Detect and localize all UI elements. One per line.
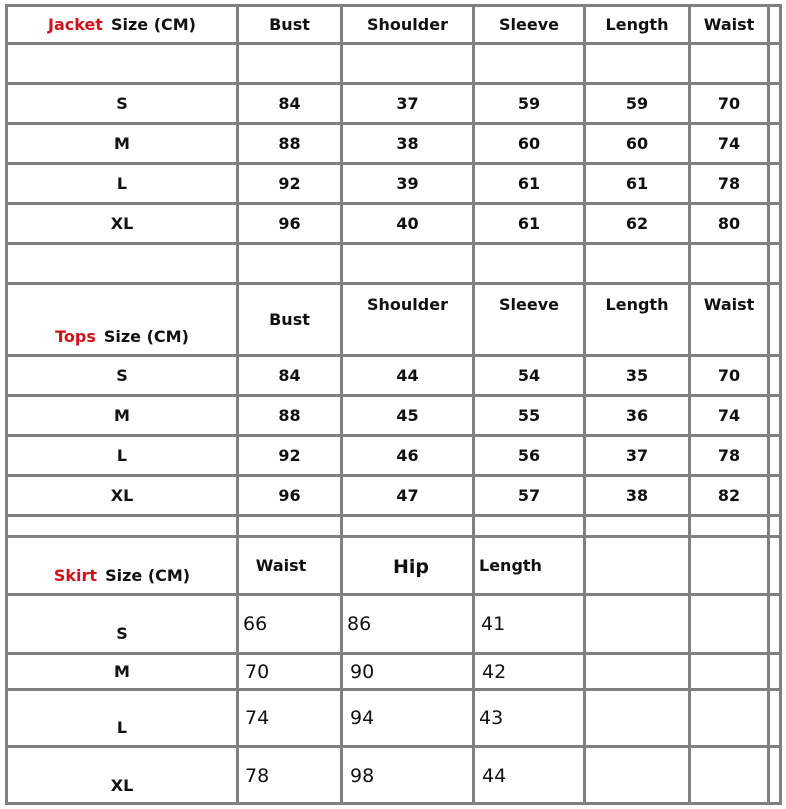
tops-cell: 88 <box>278 406 301 425</box>
tops-cell: 70 <box>717 366 741 385</box>
tops-cell: 82 <box>717 486 741 505</box>
tops-title-unit: Size (CM) <box>103 326 189 346</box>
tops-header-sleeve: Sleeve <box>499 294 559 314</box>
jacket-cell: 80 <box>717 214 741 233</box>
grid-line <box>5 745 782 748</box>
skirt-title <box>8 558 236 592</box>
grid-line <box>779 4 782 805</box>
jacket-cell: 39 <box>396 174 419 193</box>
skirt-cell: 74 <box>245 707 270 729</box>
jacket-cell: 60 <box>517 134 541 153</box>
tops-size-label: L <box>116 446 128 465</box>
jacket-cell: 61 <box>625 174 649 193</box>
grid-line <box>767 4 770 805</box>
jacket-cell: 92 <box>278 174 301 193</box>
tops-cell: 56 <box>517 446 541 465</box>
skirt-header-hip: Hip <box>392 556 429 578</box>
jacket-cell: 40 <box>396 214 419 233</box>
skirt-cell: 78 <box>245 765 270 787</box>
skirt-title-category: Skirt <box>53 565 98 585</box>
jacket-title-unit: Size (CM) <box>110 15 196 34</box>
tops-size-label: XL <box>110 486 134 505</box>
tops-cell: 74 <box>717 406 741 425</box>
grid-line <box>5 688 782 691</box>
skirt-title-unit: Size (CM) <box>105 565 191 585</box>
jacket-cell: 88 <box>278 134 301 153</box>
jacket-cell: 60 <box>625 134 649 153</box>
skirt-cell: 42 <box>482 660 507 683</box>
tops-cell: 47 <box>396 486 419 505</box>
jacket-cell: 61 <box>517 174 541 193</box>
tops-cell: 44 <box>396 366 419 385</box>
tops-cell: 36 <box>625 406 649 425</box>
jacket-header-bust: Bust <box>269 15 310 34</box>
jacket-cell: 78 <box>717 174 741 193</box>
skirt-cell: 66 <box>243 613 268 635</box>
tops-title <box>8 318 236 354</box>
skirt-header-waist: Waist <box>255 556 307 575</box>
tops-cell: 35 <box>625 366 649 385</box>
tops-cell: 45 <box>396 406 419 425</box>
skirt-size-label: S <box>116 623 128 643</box>
grid-line <box>5 42 782 45</box>
skirt-cell: 98 <box>350 765 375 787</box>
jacket-cell: 70 <box>717 94 741 113</box>
tops-header-bust: Bust <box>269 310 310 329</box>
skirt-cell: 90 <box>350 660 375 683</box>
jacket-cell: 62 <box>625 214 649 233</box>
skirt-cell: 44 <box>482 765 507 787</box>
skirt-size-label: XL <box>110 775 134 795</box>
tops-cell: 38 <box>625 486 649 505</box>
skirt-size-label: L <box>116 717 128 737</box>
skirt-header-length: Length <box>479 556 542 575</box>
jacket-cell: 37 <box>396 94 419 113</box>
tops-cell: 57 <box>517 486 541 505</box>
jacket-cell: 96 <box>278 214 301 233</box>
jacket-size-label: S <box>116 94 128 113</box>
grid-line <box>5 514 782 517</box>
skirt-cell: 94 <box>350 707 375 729</box>
skirt-cell: 70 <box>245 660 270 683</box>
tops-cell: 54 <box>517 366 541 385</box>
jacket-title <box>8 7 236 42</box>
tops-cell: 46 <box>396 446 419 465</box>
tops-title-category: Tops <box>55 326 96 346</box>
jacket-header-sleeve: Sleeve <box>499 15 559 34</box>
skirt-cell: 43 <box>479 707 504 729</box>
jacket-header-shoulder: Shoulder <box>367 15 448 34</box>
jacket-title-category: Jacket <box>48 15 103 34</box>
jacket-cell: 59 <box>625 94 649 113</box>
tops-cell: 96 <box>278 486 301 505</box>
jacket-size-label: M <box>114 134 130 153</box>
tops-cell: 84 <box>278 366 301 385</box>
jacket-cell: 59 <box>517 94 541 113</box>
jacket-header-length: Length <box>605 15 669 34</box>
tops-size-label: M <box>114 406 130 425</box>
grid-line <box>5 242 782 245</box>
jacket-cell: 61 <box>517 214 541 233</box>
jacket-cell: 74 <box>717 134 741 153</box>
tops-size-label: S <box>116 366 128 385</box>
tops-cell: 55 <box>517 406 541 425</box>
tops-cell: 92 <box>278 446 301 465</box>
jacket-header-waist: Waist <box>703 15 755 34</box>
jacket-size-label: XL <box>110 214 134 233</box>
tops-cell: 78 <box>717 446 741 465</box>
tops-cell: 37 <box>625 446 649 465</box>
jacket-size-label: L <box>116 174 128 193</box>
jacket-cell: 38 <box>396 134 419 153</box>
tops-header-shoulder: Shoulder <box>367 294 448 314</box>
jacket-cell: 84 <box>278 94 301 113</box>
tops-header-waist: Waist <box>703 294 755 314</box>
tops-header-length: Length <box>605 294 669 314</box>
skirt-size-label: M <box>114 662 130 681</box>
skirt-cell: 86 <box>347 613 372 635</box>
grid-line <box>5 802 782 805</box>
skirt-cell: 41 <box>481 613 506 635</box>
